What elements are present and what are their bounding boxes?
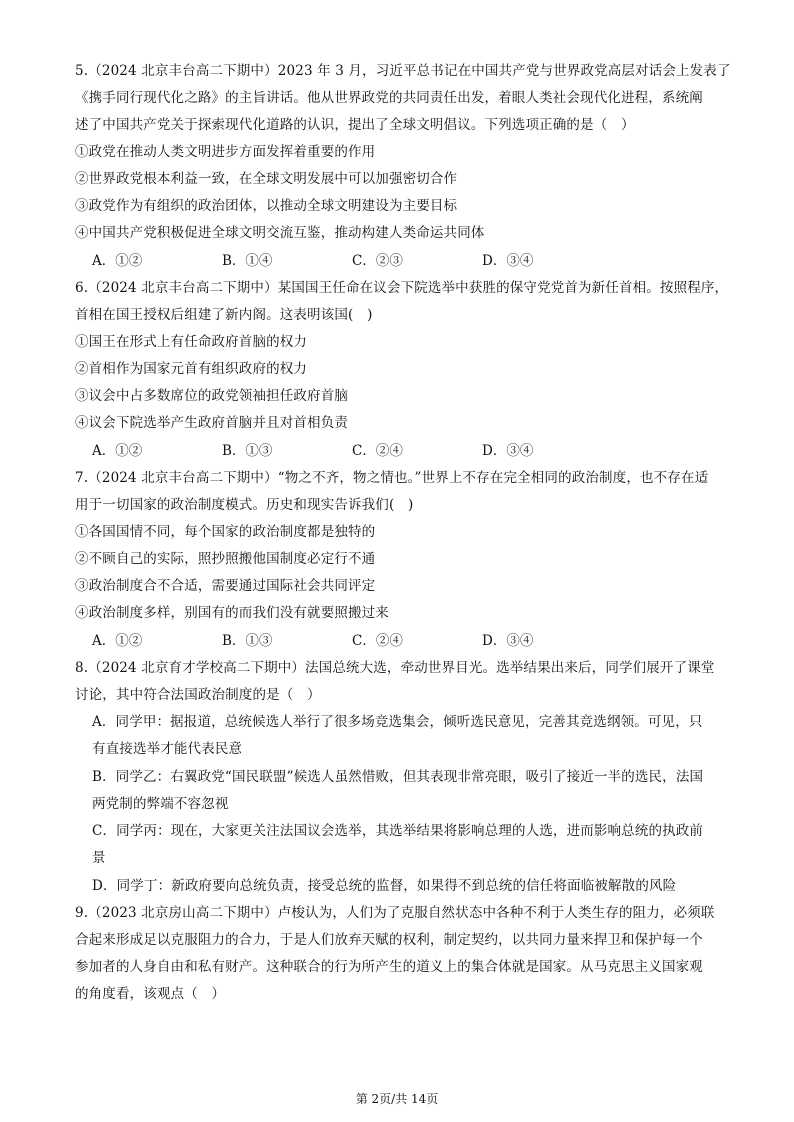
question-text: 9.（2023 北京房山高二下期中）卢梭认为，人们为了克服自然状态中各种不利于人类生存的阻力，必须联 [75,905,715,921]
option-b: B．①④ [222,253,273,269]
choice-d-text: D．同学丁：新政府要向总统负责，接受总统的监督，如果得不到总统的信任将面临被解散的风险 [92,878,677,894]
choice-a-text: A．同学甲：据报道，总统候选人举行了很多场竞选集会，倾听选民意见，完善其竞选纲领。可见，只 [92,714,703,730]
statement-item: ③政党作为有组织的政治团体，以推动全球文明建设为主要目标 [75,198,458,214]
question-text: 首相在国王授权后组建了新内阁。这表明该国( ) [75,307,373,323]
option-b: B．①③ [222,443,273,459]
statement-item: ①各国国情不同，每个国家的政治制度都是独特的 [75,524,376,540]
question-text: 用于一切国家的政治制度模式。历史和现实告诉我们( ) [75,497,414,513]
choice-b-text: B．同学乙：右翼政党“国民联盟”候选人虽然惜败，但其表现非常亮眼，吸引了接近一半的选民，法国 [92,769,704,785]
option-d: D．③④ [482,253,534,269]
option-d: D．③④ [482,633,534,649]
question-text: 合起来形成足以克服阻力的合力，于是人们放弃天赋的权利，制定契约，以共同力量来捍卫和保护每一个 [75,932,703,948]
statement-item: ③议会中占多数席位的政党领袖担任政府首脑 [75,388,348,404]
statement-item: ②首相作为国家元首有组织政府的权力 [75,361,308,377]
option-a: A．①② [92,443,143,459]
choice-a-text: 有直接选举才能代表民意 [92,741,243,757]
question-text: 讨论，其中符合法国政治制度的是（ ） [75,687,321,703]
statement-item: ④中国共产党积极促进全球文明交流互鉴，推动构建人类命运共同体 [75,225,485,241]
statement-item: ④议会下院选举产生政府首脑并且对首相负责 [75,415,348,431]
option-b: B．①③ [222,633,273,649]
option-c: C．②④ [352,443,403,459]
question-text: 7.（2024 北京丰台高二下期中）“物之不齐，物之情也。”世界上不存在完全相同的政治制度，也不存在适 [75,470,709,486]
question-text: 5.（2024 北京丰台高二下期中）2023 年 3 月，习近平总书记在中国共产党与世界政党高层对话会上发表了 [75,63,731,79]
question-text: 《携手同行现代化之路》的主旨讲话。他从世界政党的共同责任出发，着眼人类社会现代化进程，系统阐 [75,90,703,106]
question-text: 8.（2024 北京育才学校高二下期中）法国总统大选，牵动世界目光。选举结果出来后，同学们展开了课堂 [75,660,715,676]
statement-item: ③政治制度合不合适，需要通过国际社会共同评定 [75,578,376,594]
statement-item: ②不顾自己的实际，照抄照搬他国制度必定行不通 [75,551,376,567]
option-c: C．②③ [352,253,403,269]
statement-item: ④政治制度多样，别国有的而我们没有就要照搬过来 [75,605,389,621]
page-number: 第 2页/共 14页 [355,1092,439,1106]
option-d: D．③④ [482,443,534,459]
question-text: 6.（2024 北京丰台高二下期中）某国国王任命在议会下院选举中获胜的保守党党首为新任首相。按照程序， [75,280,729,296]
statement-item: ②世界政党根本利益一致，在全球文明发展中可以加强密切合作 [75,171,458,187]
answer-options [92,252,612,270]
question-text: 述了中国共产党关于探索现代化道路的认识，提出了全球文明倡议。下列选项正确的是（ ） [75,117,635,133]
option-c: C．②④ [352,633,403,649]
option-a: A．①② [92,253,143,269]
answer-options [92,632,612,650]
answer-options [92,442,612,460]
statement-item: ①政党在推动人类文明进步方面发挥着重要的作用 [75,144,376,160]
option-a: A．①② [92,633,143,649]
choice-c-text: C．同学丙：现在，大家更关注法国议会选举，其选举结果将影响总理的人选，进而影响总统的执政前 [92,823,704,839]
choice-c-text: 景 [92,850,106,866]
question-text: 的角度看，该观点（ ） [75,986,226,1002]
choice-b-text: 两党制的弊端不容忽视 [92,796,229,812]
statement-item: ①国王在形式上有任命政府首脑的权力 [75,334,308,350]
question-text: 参加者的人身自由和私有财产。这种联合的行为所产生的道义上的集合体就是国家。从马克思主义国家观 [75,959,703,975]
